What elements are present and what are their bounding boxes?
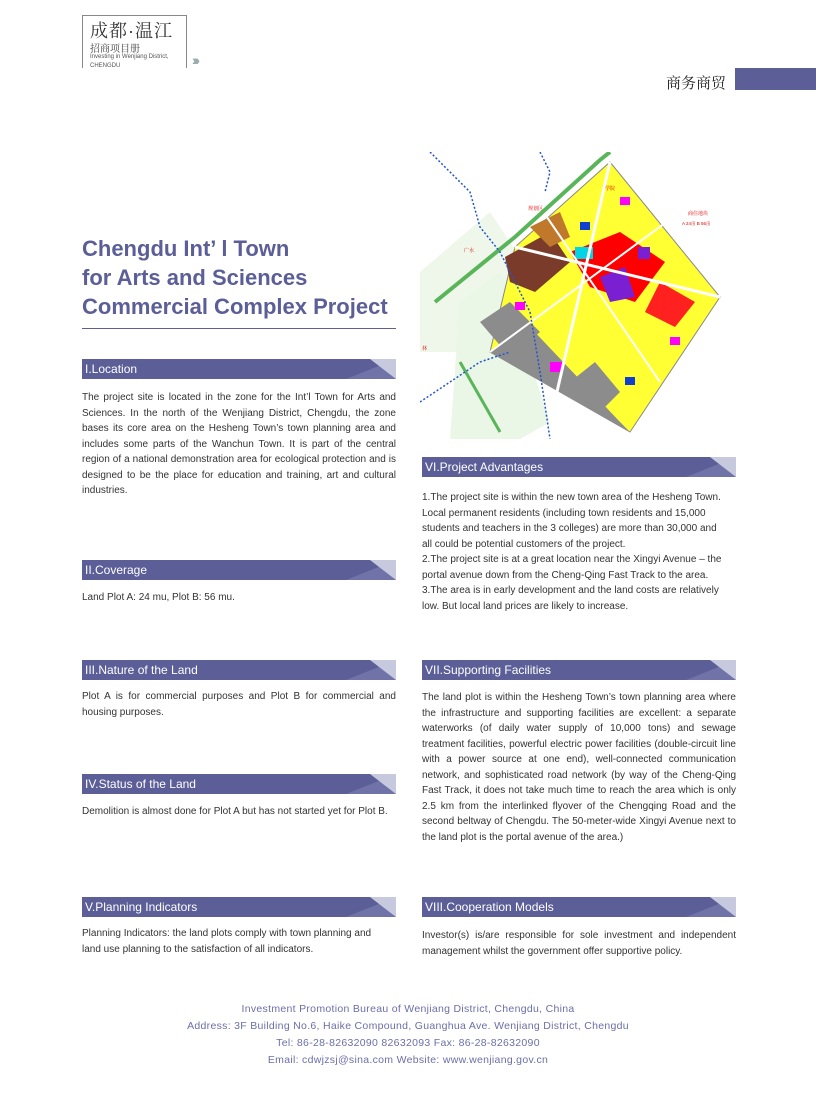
section-coverage-title: II.Coverage (85, 563, 148, 577)
footer-line1: Investment Promotion Bureau of Wenjiang District, Chengdu, China (241, 1003, 575, 1015)
section-nature-title: III.Nature of the Land (85, 663, 198, 677)
category-bar (735, 68, 816, 90)
title-line1: Chengdu Int’ l Town (82, 236, 290, 261)
brand-english-line2: CHENGDU (90, 63, 121, 69)
header-decoration (710, 457, 736, 477)
header-decoration (370, 660, 396, 680)
category-label: 商务商贸 (666, 75, 727, 92)
chevrons-icon: ››› (192, 52, 197, 68)
map-label-f: 学院 (605, 186, 616, 192)
section-location-text: The project site is located in the zone for the Int’l Town for Arts and Sciences. In the north of the Wenjiang District, Chengdu, the zone bases its core area on the Hesheng Town’s town planning area and includes some parts of the Wanchun Town. It is part of the central region of a national demonstration area for ecological protection and is designed to be the place for education and training, art and cultural industries. (82, 392, 396, 496)
map-label-e: 林 (422, 346, 428, 352)
section-facilities-text: The land plot is within the Hesheng Town’s town planning area where the infrastructure and supporting facilities are excellent: a separate waterworks (of daily water supply of 10,000 tons) and sewage treatment facilities, powerful electric power facilities (double-circuit line with a power source at one end), well-connected communication network, and sophisticated road network (by way of the Cheng-Qing Fast Track, it does not take much time to reach the area which is only 2.5 km from the interlinked flyover of the Chengqing Road and the second beltway of Chengdu. The 50-meter-wide Xingyi Avenue next to the land plot is the portal avenue of the area.) (422, 692, 736, 843)
section-planning-text: Planning Indicators: the land plots comply with town planning and land use planning to the satisfaction of all indicators. (82, 928, 372, 955)
map-graphic (420, 152, 736, 439)
footer-address: Address: 3F Building No.6, Haike Compound, Guanghua Ave. Wenjiang District, Chengdu (187, 1020, 629, 1032)
header-decoration (370, 897, 396, 917)
brand-title: 成都·温江 (90, 21, 173, 41)
section-coverage-text: Land Plot A: 24 mu, Plot B: 56 mu. (82, 592, 235, 603)
title-line3: Commercial Complex Project (82, 294, 388, 319)
section-nature-text: Plot A is for commercial purposes and Plot B for commercial and housing purposes. (82, 691, 396, 718)
section-advantages-header (422, 457, 736, 477)
header-decoration (710, 897, 736, 917)
section-location-title: I.Location (85, 362, 138, 376)
advantage-item-1: 1.The project site is within the new town area of the Hesheng Town. Local permanent residents (including town residents and 15,000 students and teachers in the 3 colleges) are more than 30,000 and all could be potential customers of the project. (422, 492, 721, 550)
section-facilities-title: VII.Supporting Facilities (425, 663, 552, 677)
map-label-a: 规划区 (528, 206, 544, 212)
section-advantages-title: VI.Project Advantages (425, 460, 544, 474)
planning-map (420, 152, 736, 439)
header-decoration (710, 660, 736, 680)
brand-english-line1: Investing in Wenjiang District, (90, 54, 169, 60)
header-decoration (370, 560, 396, 580)
brand-english (90, 53, 169, 71)
section-planning-title: V.Planning Indicators (85, 900, 198, 914)
section-cooperation-text: Investor(s) is/are responsible for sole investment and independent management whilst the government offer supportive policy. (422, 930, 736, 957)
section-status-title: IV.Status of the Land (85, 777, 196, 791)
section-planning-header (82, 897, 396, 917)
section-location-header (82, 359, 396, 379)
section-advantages-text (422, 490, 722, 614)
map-label-b: 商住地块 (688, 211, 709, 217)
map-label-c: A 24亩 B 56亩 (682, 221, 711, 226)
section-facilities-header (422, 660, 736, 680)
section-cooperation-title: VIII.Cooperation Models (425, 900, 554, 914)
page-title (82, 234, 412, 321)
section-status-text: Demolition is almost done for Plot A but has not started yet for Plot B. (82, 806, 388, 817)
advantage-item-3: 3.The area is in early development and the land costs are relatively low. But local land prices are likely to increase. (422, 585, 719, 612)
brand-subtitle: 招商项目册 (90, 44, 140, 55)
section-status-header (82, 774, 396, 794)
header-decoration (370, 774, 396, 794)
advantage-item-2: 2.The project site is at a great location near the Xingyi Avenue – the portal avenue down from the Cheng-Qing Fast Track to the area. (422, 554, 722, 581)
section-cooperation-header (422, 897, 736, 917)
section-coverage-header (82, 560, 396, 580)
section-nature-header (82, 660, 396, 680)
footer-contact: Email: cdwjzsj@sina.com Website: www.wenjiang.gov.cn (267, 1054, 549, 1066)
title-line2: for Arts and Sciences (82, 265, 308, 290)
footer-phone: Tel: 86-28-82632090 82632093 Fax: 86-28-82632090 (276, 1037, 540, 1049)
header-decoration (370, 359, 396, 379)
map-label-d: 广水 (464, 248, 475, 254)
title-divider (82, 328, 396, 329)
